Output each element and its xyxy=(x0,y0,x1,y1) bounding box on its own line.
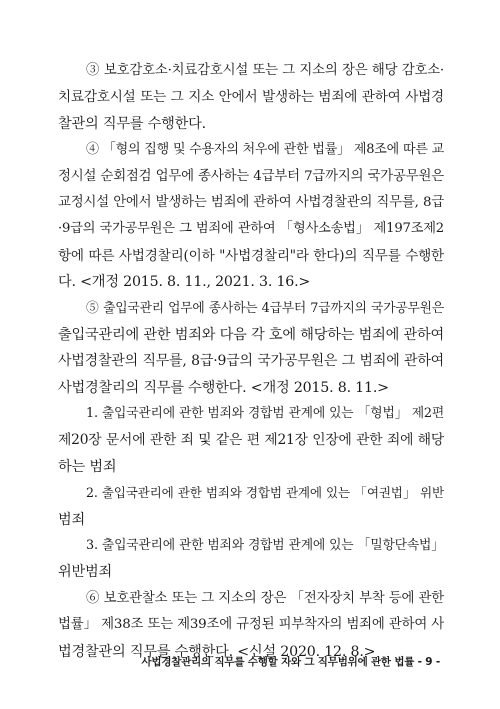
list-item-2 xyxy=(58,480,444,533)
text-line: 교정시설 안에서 발생하는 범죄에 관하여 사법경찰관의 직무를, 8급 xyxy=(58,194,444,210)
text-line: 1. 출입국관리에 관한 범죄와 경합범 관계에 있는 「형법」 제2편 xyxy=(86,406,444,422)
paragraph-5 xyxy=(58,296,444,402)
list-item-1 xyxy=(58,401,444,480)
text-line: 사법경찰관의 직무를, 8급·9급의 국가공무원은 그 범죄에 관하여 xyxy=(58,353,444,370)
text-line: 법경찰관의 직무를 수행한다. <신설 2020. 12. 8.> xyxy=(58,643,376,660)
text-line: ·9급의 국가공무원은 그 범죄에 관하여 「형사소송법」 제197조제2 xyxy=(58,221,444,237)
text-line: 항에 따른 사법경찰리(이하 "사법경찰리"라 한다)의 직무를 수행한 xyxy=(58,247,444,264)
text-line: 출입국관리에 관한 범죄와 다음 각 호에 해당하는 범죄에 관하여 xyxy=(58,326,444,343)
text-line: 찰관의 직무를 수행한다. xyxy=(58,115,206,132)
text-line: 사법경찰리의 직무를 수행한다. <개정 2015. 8. 11.> xyxy=(58,379,389,396)
text-line: 치료감호시설 또는 그 지소 안에서 발생하는 범죄에 관하여 사법경 xyxy=(58,89,444,106)
text-line: 정시설 순회점검 업무에 종사하는 4급부터 7급까지의 국가공무원은 xyxy=(58,168,444,184)
text-line: ⑥ 보호관찰소 또는 그 지소의 장은 「전자장치 부착 등에 관한 xyxy=(86,590,444,606)
page-footer: 사법경찰관리의 직무를 수행할 자와 그 직무범위에 관한 법률 - 9 - xyxy=(141,656,440,668)
text-line: ⑤ 출입국관리 업무에 종사하는 4급부터 7급까지의 국가공무원은 xyxy=(86,300,444,316)
text-line: 2. 출입국관리에 관한 범죄와 경합범 관계에 있는 「여권법」 위반 xyxy=(86,485,444,501)
text-line: 하는 범죄 xyxy=(58,458,117,475)
text-line: 3. 출입국관리에 관한 범죄와 경합범 관계에 있는 「밀항단속법」 xyxy=(86,538,444,554)
paragraph-3 xyxy=(58,58,444,137)
text-line: 법률」 제38조 또는 제39조에 규정된 피부착자의 범죄에 관하여 사 xyxy=(58,617,444,633)
text-line: ③ 보호감호소·치료감호시설 또는 그 지소의 장은 해당 감호소· xyxy=(86,63,444,78)
text-line: 제20장 문서에 관한 죄 및 같은 편 제21장 인장에 관한 죄에 해당 xyxy=(58,432,444,449)
list-item-3 xyxy=(58,533,444,586)
text-line: 다. <개정 2015. 8. 11., 2021. 3. 16.> xyxy=(58,274,311,291)
document-body xyxy=(58,58,444,665)
text-line: ④ 「형의 집행 및 수용자의 처우에 관한 법률」 제8조에 따른 교 xyxy=(86,142,444,158)
text-line: 위반범죄 xyxy=(58,564,113,581)
text-line: 범죄 xyxy=(58,511,86,528)
paragraph-4 xyxy=(58,137,444,295)
